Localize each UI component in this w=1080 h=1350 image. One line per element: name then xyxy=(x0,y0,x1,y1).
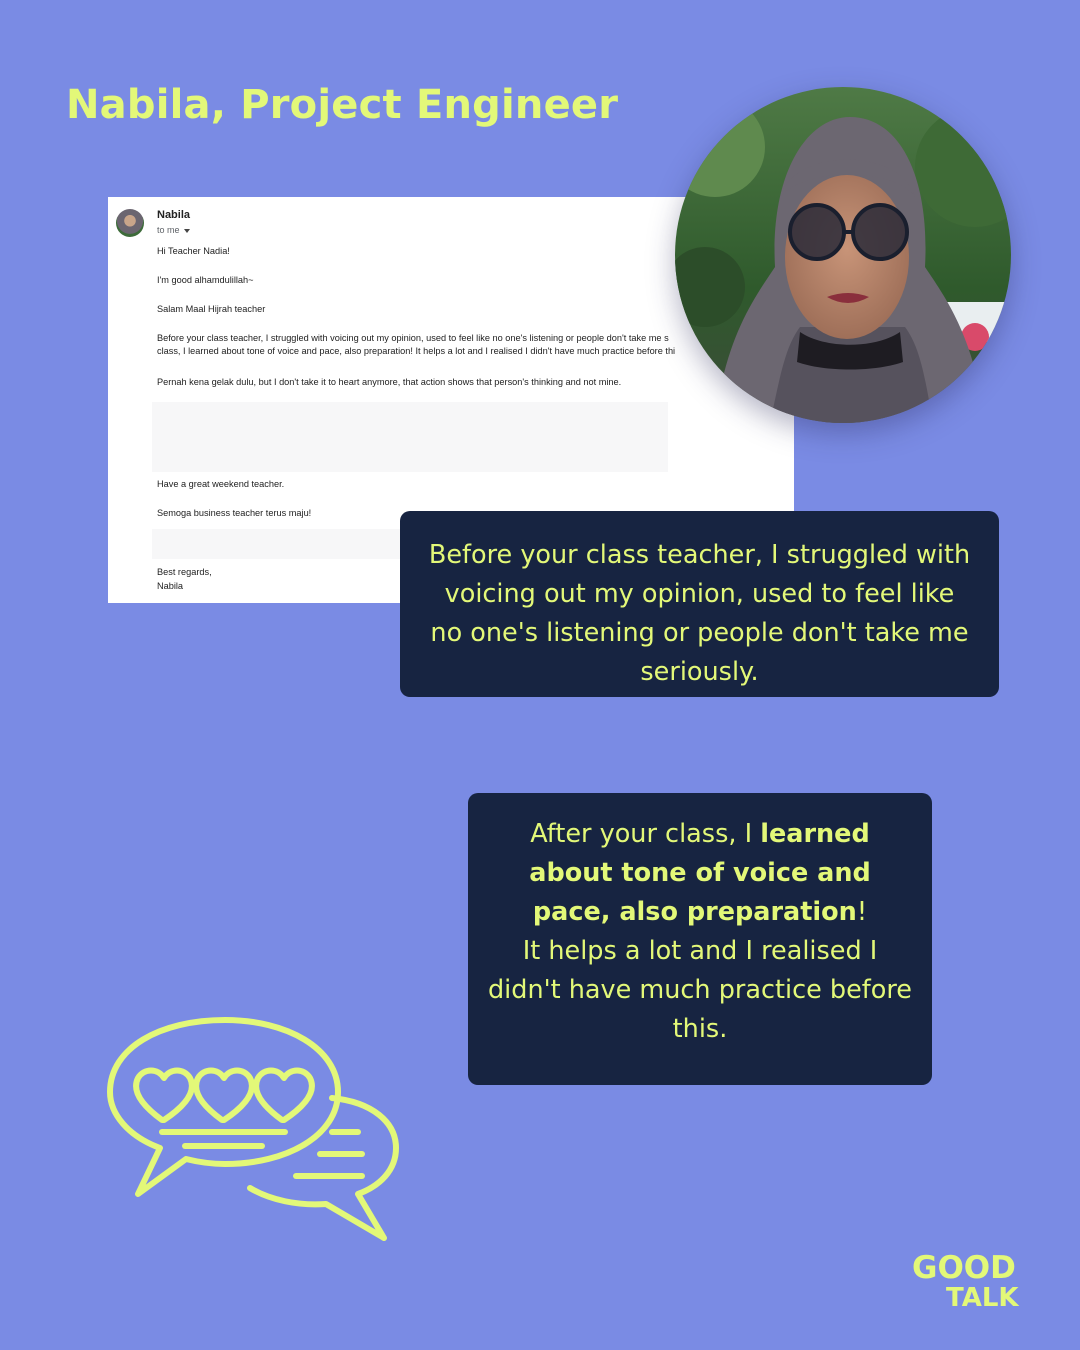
redacted-block xyxy=(152,529,402,559)
chat-hearts-icon xyxy=(100,1010,410,1250)
email-recipient: to me xyxy=(157,225,190,235)
email-closing-2: Semoga business teacher terus maju! xyxy=(157,508,312,518)
email-signature: Nabila xyxy=(157,581,184,591)
logo-line-1: GOOD xyxy=(912,1250,1016,1286)
email-line-2: Salam Maal Hijrah teacher xyxy=(157,304,266,314)
goodtalk-logo xyxy=(908,1246,1032,1312)
quote-text-before: Before your class teacher, I struggled with voicing out my opinion, used to feel like no one's listening or people don't take me seriously. xyxy=(428,540,971,687)
email-sender: Nabila xyxy=(157,209,191,221)
logo-line-2: TALK xyxy=(946,1283,1019,1312)
redacted-block xyxy=(152,402,668,472)
email-signoff: Best regards, xyxy=(157,567,212,577)
portrait-photo xyxy=(675,87,1011,423)
quote-box-after xyxy=(468,793,932,1085)
chevron-down-icon xyxy=(184,229,190,233)
sender-avatar xyxy=(116,209,144,237)
email-line-1: I'm good alhamdulillah~ xyxy=(157,275,254,285)
email-paragraph-1: Before your class teacher, I struggled with voicing out my opinion, used to feel like no one's listening or people don't take me s class, I learned about tone of voice and pace, also preparation! It helps a lot and I realised I didn't have much practice before thi xyxy=(157,333,676,356)
page-title: Nabila, Project Engineer xyxy=(66,82,619,128)
quote-box-before xyxy=(400,511,999,697)
email-closing-1: Have a great weekend teacher. xyxy=(157,479,285,489)
email-greeting: Hi Teacher Nadia! xyxy=(157,246,230,256)
quote-highlight: learned about tone of voice and pace, also preparation xyxy=(529,819,871,927)
quote-text-after: After your class, I learned about tone of voice and pace, also preparation! It helps a lot and I realised I didn't have much practice before this. xyxy=(488,819,912,1044)
email-paragraph-2: Pernah kena gelak dulu, but I don't take it to heart anymore, that action shows that person's thinking and not mine. xyxy=(157,377,622,387)
